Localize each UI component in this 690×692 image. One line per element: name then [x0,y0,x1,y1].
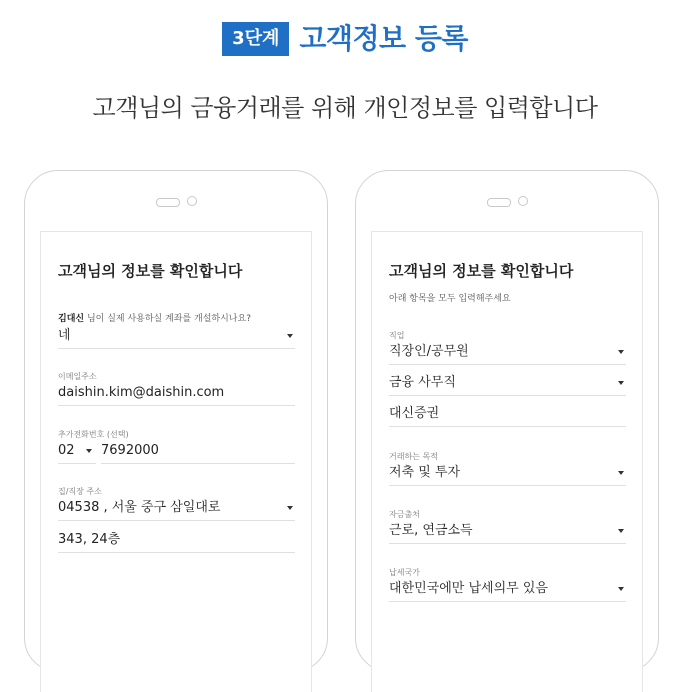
phone-speaker [156,198,180,207]
chevron-down-icon [287,334,293,338]
customer-name: 김대신 [58,314,85,324]
account-question-text: 님이 실제 사용하실 계좌를 개설하시나요? [84,314,251,324]
chevron-down-icon [287,506,293,510]
address-main-value: 04538 , 서울 중구 삼일대로 [58,500,221,515]
phone-number-field[interactable] [101,441,295,464]
phone-area-select[interactable] [58,441,96,464]
step-header [0,22,690,56]
phone-area-value: 02 [58,443,75,458]
purpose-label: 거래하는 목적 [389,452,438,461]
phone-right [355,170,659,672]
step-badge: 3단계 [222,22,289,56]
phone-speaker [487,198,511,207]
account-answer-select[interactable] [58,326,295,349]
address-detail-field[interactable] [58,530,295,553]
phone-label: 추가전화번호 (선택) [58,430,129,439]
step-title: 고객정보 등록 [299,22,468,55]
screen-title: 고객님의 정보를 확인합니다 [389,262,574,280]
job-detail-select[interactable] [389,373,626,396]
phone-camera [187,196,197,206]
email-field[interactable] [58,383,295,406]
page-subtitle: 고객님의 금융거래를 위해 개인정보를 입력합니다 [92,94,598,122]
phone-number-value: 7692000 [101,443,159,458]
chevron-down-icon [618,471,624,475]
account-answer-value: 네 [58,328,71,343]
address-label: 집/직장 주소 [58,487,102,496]
account-question [58,311,251,324]
screen-title: 고객님의 정보를 확인합니다 [58,262,243,280]
fund-label: 자금출처 [389,510,420,519]
email-label: 이메일주소 [58,372,97,381]
address-main-select[interactable] [58,498,295,521]
phone-screen-left [40,231,312,692]
chevron-down-icon [86,449,92,453]
phone-left [24,170,328,672]
job-select[interactable] [389,342,626,365]
chevron-down-icon [618,381,624,385]
company-field[interactable] [389,404,626,427]
chevron-down-icon [618,587,624,591]
purpose-select[interactable] [389,463,626,486]
phone-camera [518,196,528,206]
fund-value: 근로, 연금소득 [389,523,473,538]
tax-value: 대한민국에만 납세의무 있음 [389,581,548,596]
chevron-down-icon [618,529,624,533]
screen-description: 아래 항목을 모두 입력해주세요 [389,294,511,304]
job-detail-value: 금융 사무직 [389,375,456,390]
fund-select[interactable] [389,521,626,544]
address-detail-value: 343, 24층 [58,532,121,547]
chevron-down-icon [618,350,624,354]
job-label: 직업 [389,331,405,340]
company-value: 대신증권 [389,406,440,421]
tax-label: 납세국가 [389,568,420,577]
tax-select[interactable] [389,579,626,602]
purpose-value: 저축 및 투자 [389,465,461,480]
email-value: daishin.kim@daishin.com [58,385,225,400]
phone-screen-right [371,231,643,692]
job-value: 직장인/공무원 [389,344,469,359]
